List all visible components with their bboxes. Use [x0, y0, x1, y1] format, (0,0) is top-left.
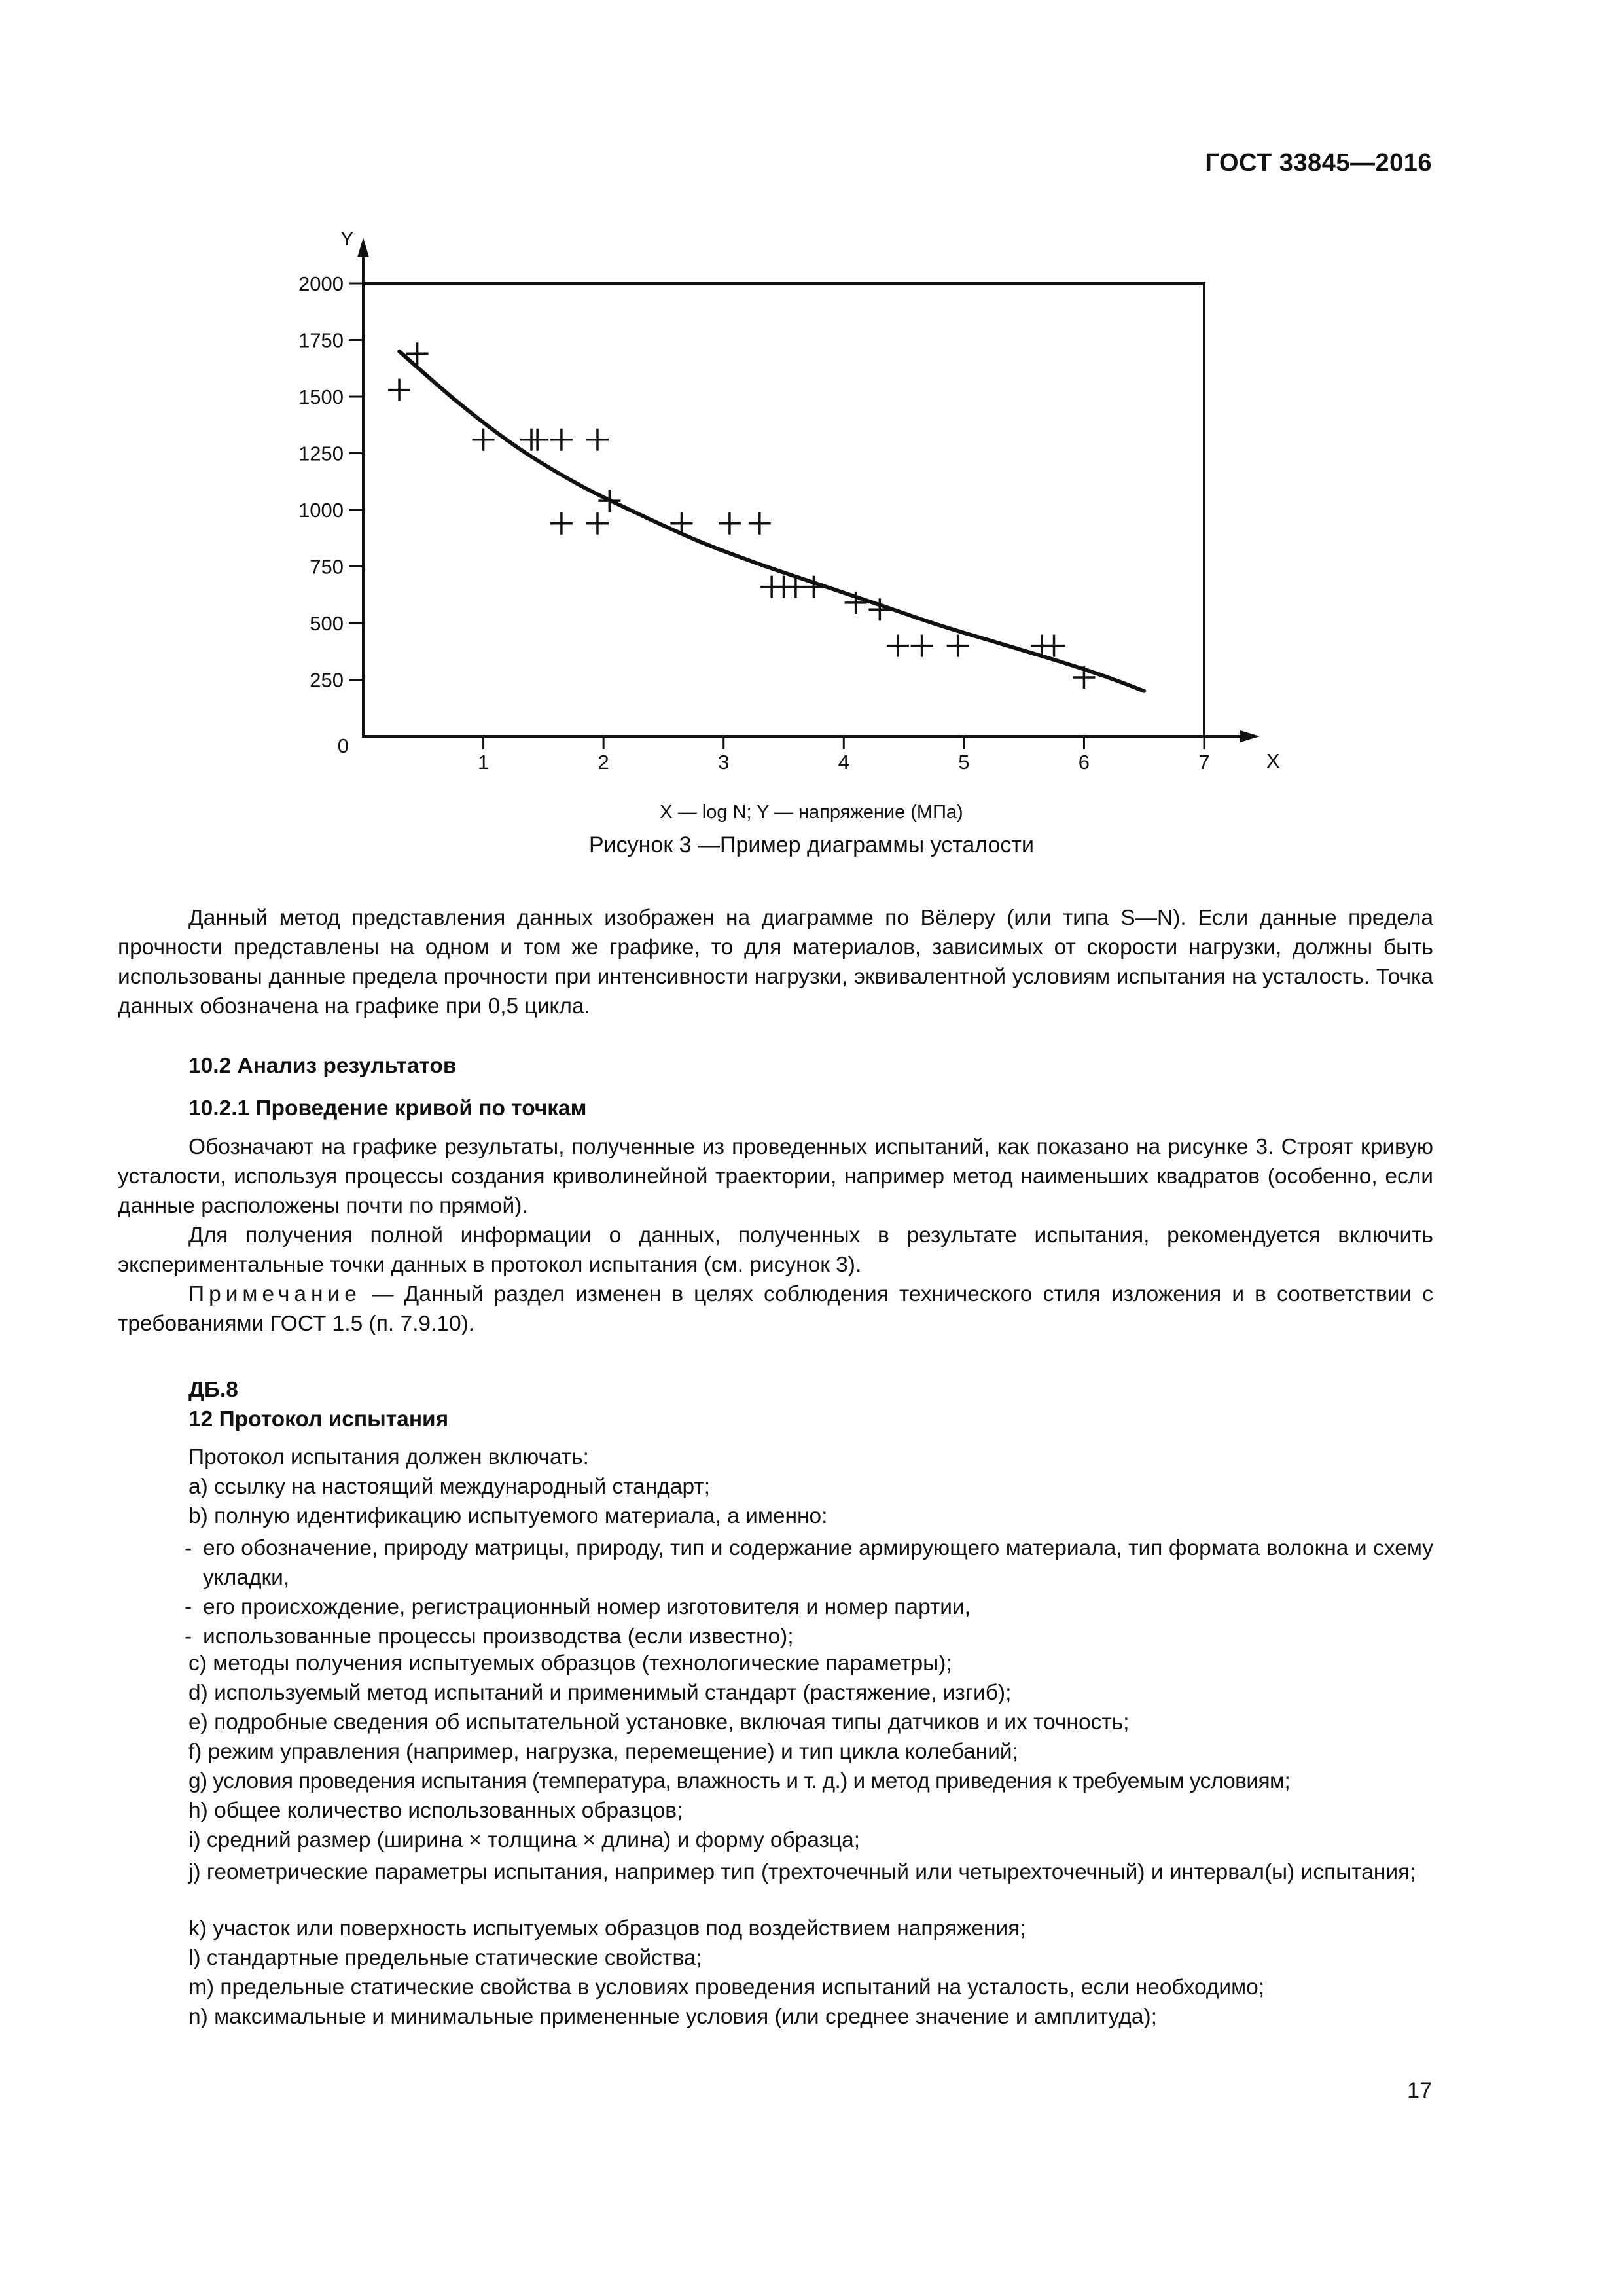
y-axis-label: Y: [340, 227, 354, 250]
y-tick-label: 750: [310, 555, 344, 579]
list-item-i: i) средний размер (ширина × толщина × длина) и форму образца;: [188, 1828, 861, 1852]
y-tick-label: 250: [310, 668, 344, 692]
fit-curve: [399, 351, 1144, 691]
axis-caption: X — log N; Y — напряжение (МПа): [660, 802, 963, 823]
dash-item-3: [185, 1622, 1433, 1651]
list-item-m: m) предельные статические свойства в условиях проведения испытаний на усталость, если необходимо;: [188, 1975, 1265, 2000]
note: [118, 1280, 1433, 1338]
x-tick-label: 3: [718, 751, 730, 774]
paragraph-report-points: Для получения полной информации о данных, полученных в результате испытания, рекомендуется включить экспериментальные точки данных в протокол испытания (см. рисунок 3).: [118, 1223, 1433, 1277]
list-item-l: l) стандартные предельные статические свойства;: [188, 1946, 702, 1970]
data-point-plus: [550, 429, 573, 451]
x-tick-label: 2: [597, 751, 609, 774]
paragraph-wohler: Данный метод представления данных изображен на диаграмме по Вёлеру (или типа S—N). Если данные предела прочности представлены на одном и том же графике, то для материалов, зависимых от скорости нагрузки, должны быть использованы данные предела прочности при интенсивности нагрузки, эквивалентной условиям испытания на усталость. Точка данных обозначена на графике при 0,5 цикла.: [118, 906, 1433, 1018]
page-number: 17: [1407, 2078, 1432, 2103]
list-item-h: h) общее количество использованных образцов;: [188, 1799, 683, 1823]
data-point-plus: [473, 429, 495, 451]
y-tick-label: 500: [310, 612, 344, 635]
fit-curve-group: [399, 351, 1144, 691]
data-points: [388, 342, 1095, 689]
y-axis-arrow: [357, 238, 369, 257]
list-item-e: e) подробные сведения об испытательной установке, включая типы датчиков и их точность;: [188, 1710, 1130, 1734]
list-item-b: b) полную идентификацию испытуемого материала, а именно:: [188, 1504, 828, 1528]
paragraph-results: Обозначают на графике результаты, полученные из проведенных испытаний, как показано на рисунке 3. Строят кривую усталости, используя процессы создания криволинейной траектории, например метод наименьших квадратов (особенно, если данные расположены почти по прямой).: [118, 1135, 1433, 1218]
y-tick-label: 1750: [298, 329, 344, 352]
heading-12: 12 Протокол испытания: [188, 1407, 449, 1431]
list-item-j: j) геометрические параметры испытания, например тип (трехточечный или четырехточечный) и интервал(ы) испытания;: [188, 1860, 1416, 1884]
y-tick-label: 1000: [298, 499, 344, 522]
y-tick-label: 1500: [298, 386, 344, 408]
y-ticks: [298, 272, 363, 757]
y-tick-label: 1250: [298, 442, 344, 465]
data-point-plus: [749, 512, 771, 535]
dash-item-text: его обозначение, природу матрицы, природу, тип и содержание армирующего материала, тип формата волокна и схему укладки,: [203, 1536, 1433, 1590]
x-tick-label: 7: [1198, 751, 1210, 774]
list-intro: Протокол испытания должен включать:: [188, 1445, 589, 1469]
heading-db8: ДБ.8: [188, 1378, 238, 1402]
data-point-plus: [586, 429, 609, 451]
document-code: ГОСТ 33845—2016: [1205, 149, 1432, 177]
x-tick-label: 4: [838, 751, 849, 774]
dash-marker: -: [185, 1536, 192, 1560]
note-label: Примечание: [188, 1282, 361, 1306]
dash-item-text: его происхождение, регистрационный номер изготовителя и номер партии,: [203, 1595, 971, 1619]
list-item-k: k) участок или поверхность испытуемых образцов под воздействием напряжения;: [188, 1916, 1026, 1941]
data-point-plus: [388, 379, 410, 401]
x-tick-label: 6: [1078, 751, 1090, 774]
x-axis-label: X: [1266, 749, 1280, 772]
list-item-g: g) условия проведения испытания (температура, влажность и т. д.) и метод приведения к требуемым условиям;: [188, 1769, 1291, 1793]
list-item-a: a) ссылку на настоящий международный стандарт;: [188, 1475, 711, 1499]
data-point-plus: [526, 429, 548, 451]
dash-item-2: [185, 1592, 1433, 1622]
dash-marker: -: [185, 1595, 192, 1619]
dash-item-1: [185, 1534, 1433, 1592]
list-item-c: c) методы получения испытуемых образцов (технологические параметры);: [188, 1651, 952, 1676]
x-axis-arrow: [1240, 730, 1260, 742]
data-point-plus: [887, 635, 909, 657]
fatigue-chart: [262, 216, 1283, 870]
data-point-plus: [598, 490, 620, 512]
list-item-n: n) максимальные и минимальные примененные условия (или среднее значение и амплитуда);: [188, 2005, 1157, 2029]
data-point-plus: [550, 512, 573, 535]
note-text: — Данный раздел изменен в целях соблюдения технического стиля изложения и в соответствии с требованиями ГОСТ 1.5 (п. 7.9.10).: [118, 1282, 1433, 1336]
data-point-plus: [719, 512, 741, 535]
data-point-plus: [586, 512, 609, 535]
heading-10-2-1: 10.2.1 Проведение кривой по точкам: [188, 1096, 587, 1121]
data-point-plus: [1073, 666, 1095, 689]
list-item-f: f) режим управления (например, нагрузка, перемещение) и тип цикла колебаний;: [188, 1740, 1018, 1764]
figure-title: Рисунок 3 —Пример диаграммы усталости: [588, 833, 1035, 857]
x-ticks: [478, 736, 1210, 774]
heading-10-2: 10.2 Анализ результатов: [188, 1054, 457, 1078]
x-tick-label: 1: [477, 751, 490, 774]
data-point-plus: [1043, 635, 1065, 657]
dash-marker: -: [185, 1624, 192, 1649]
dash-item-text: использованные процессы производства (если известно);: [203, 1624, 794, 1649]
y-tick-label: 2000: [298, 272, 344, 295]
list-item-d: d) используемый метод испытаний и применимый стандарт (растяжение, изгиб);: [188, 1681, 1012, 1705]
data-point-plus: [911, 635, 933, 657]
x-tick-label: 5: [958, 751, 970, 774]
y-tick-label: 0: [337, 734, 349, 757]
data-point-plus: [947, 635, 969, 657]
